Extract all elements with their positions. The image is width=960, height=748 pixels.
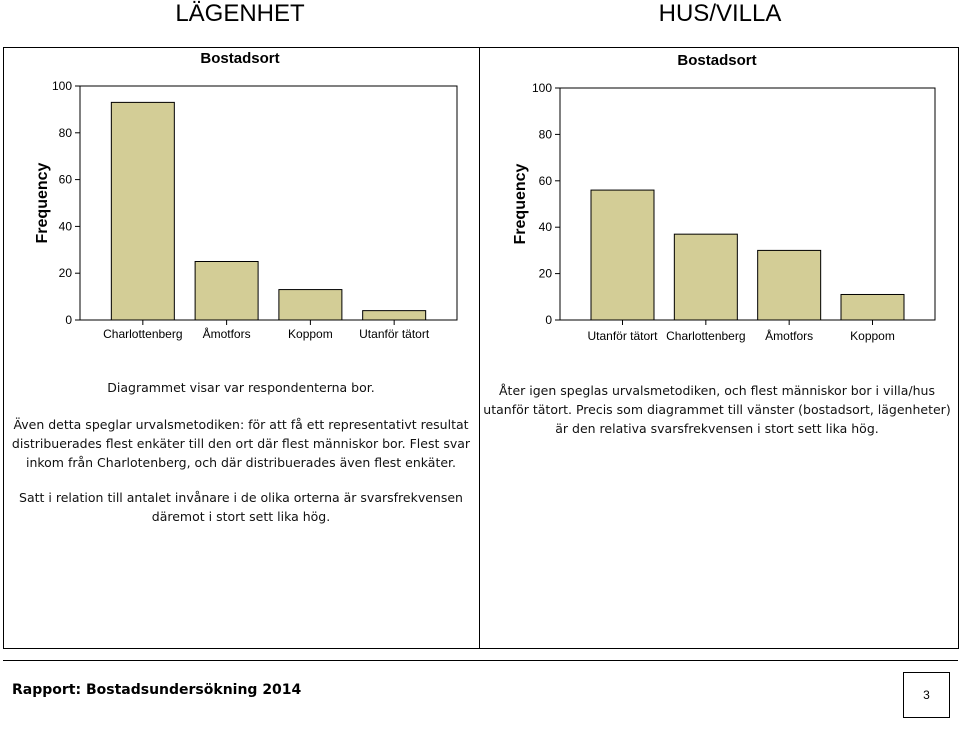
chart-left-category-label: Koppom: [288, 327, 333, 341]
chart-left-ytick-label: 80: [58, 125, 72, 140]
caption-left-intro-text: Diagrammet visar var respondenterna bor.: [107, 380, 375, 395]
page-number-box: [903, 672, 950, 718]
caption-right-text: Åter igen speglas urvalsmetodiken, och flest människor bor i villa/hus utanför tätort. Precis som diagrammet till vänster (bostadsort, lägenheter) är den relativa svarsfrekvensen i stort sett lika hög.: [483, 383, 951, 436]
chart-right-ytick-label: 20: [538, 266, 552, 281]
chart-right-ytick-label: 80: [538, 127, 552, 142]
chart-left-ytick-label: 0: [65, 313, 72, 327]
caption-right: [482, 381, 952, 438]
chart-right-category-label: Charlottenberg: [666, 329, 746, 343]
caption-left-intro: [10, 378, 472, 397]
page-number: 3: [923, 688, 930, 702]
chart-right-ytick-label: 40: [538, 220, 552, 235]
chart-right-ylabel: Frequency: [512, 163, 529, 245]
heading-lagenhet: LÄGENHET: [175, 0, 305, 27]
caption-left-method-text: Även detta speglar urvalsmetodiken: för att få ett representativt resultat distribuerades flest enkäter till den ort där flest människor bor. Flest svar inkom från Charlotenberg, och där distribuerades även flest enkäter.: [11, 417, 471, 470]
chart-right-bar: [674, 234, 737, 320]
chart-left-ytick-label: 60: [58, 172, 72, 187]
chart-right-ytick-label: 0: [545, 313, 552, 327]
chart-right-category-label: Koppom: [850, 329, 895, 343]
heading-hus-villa: HUS/VILLA: [658, 0, 782, 27]
chart-left-category-label: Utanför tätort: [359, 327, 430, 341]
chart-right-bar: [758, 250, 821, 320]
caption-left-method: [10, 415, 472, 472]
chart-left-ylabel: Frequency: [34, 162, 51, 244]
chart-left-ytick-label: 20: [58, 266, 72, 281]
chart-left-ytick-label: 100: [51, 79, 72, 93]
chart-right-ytick-label: 100: [531, 81, 552, 95]
chart-right-title: Bostadsort: [677, 52, 757, 69]
chart-right-bar: [841, 294, 904, 320]
caption-left-relation-text: Satt i relation till antalet invånare i de olika orterna är svarsfrekvensen däremot i stort sett lika hög.: [19, 490, 463, 524]
chart-right-ytick-label: 60: [538, 173, 552, 188]
caption-left-relation: [10, 488, 472, 526]
footer-report-title: Rapport: Bostadsundersökning 2014: [12, 682, 302, 698]
chart-left-ytick-label: 40: [58, 219, 72, 234]
chart-right-category-label: Åmotfors: [765, 329, 814, 343]
chart-left-title: Bostadsort: [200, 50, 280, 67]
chart-right-category-label: Utanför tätort: [587, 329, 658, 343]
chart-left-category-label: Åmotfors: [202, 327, 251, 341]
chart-right-bar: [591, 190, 654, 320]
footer-divider: [3, 660, 958, 661]
chart-left-category-label: Charlottenberg: [103, 327, 183, 341]
